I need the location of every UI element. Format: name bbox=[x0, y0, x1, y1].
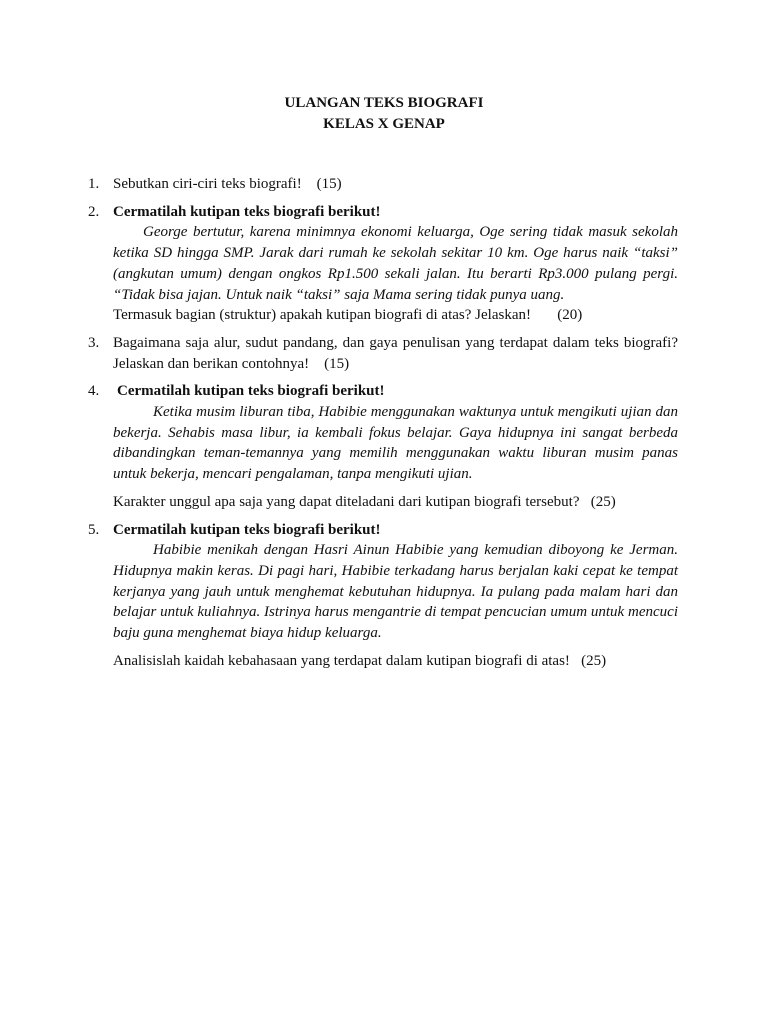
question-instruction: Cermatilah kutipan teks biografi berikut! bbox=[117, 383, 385, 400]
document-header bbox=[0, 93, 768, 134]
question-instruction: Cermatilah kutipan teks biografi berikut! bbox=[113, 203, 381, 220]
question-item bbox=[88, 333, 682, 374]
question-text: Bagaimana saja alur, sudut pandang, dan gaya penulisan yang terdapat dalam teks biografi? Jelaskan dan berikan contohnya! (15) bbox=[113, 334, 682, 372]
biography-excerpt: Habibie menikah dengan Hasri Ainun Habibie yang kemudian diboyong ke Jerman. Hidupnya makin keras. Di pagi hari, Habibie terkadang harus berjalan kaki cepat ke tempat kerjanya yang jauh untuk menghemat kebutuhan hidupnya. Ia pulang pada malam hari dan belajar untuk kuliahnya. Istrinya harus mengantrie di tempat pencucian umum untuk mencuci baju guna menghemat biaya hidup keluarga. bbox=[113, 542, 678, 642]
question-item bbox=[88, 174, 678, 195]
question-number: 3. bbox=[88, 334, 100, 351]
question-number: 2. bbox=[88, 203, 100, 220]
question-list bbox=[88, 174, 682, 678]
biography-excerpt: Ketika musim liburan tiba, Habibie menggunakan waktunya untuk mengikuti ujian dan bekerja. Sehabis masa libur, ia kembali fokus belajar. Gaya hidupnya ini sangat berbeda dibandingkan teman-temannya yang memilih menggunakan waktu liburan musim panas untuk bekerja, mencari pengalaman, tanpa mengikuti ujian. bbox=[113, 404, 678, 483]
question-item bbox=[88, 520, 678, 672]
page-title: ULANGAN TEKS BIOGRAFI bbox=[284, 95, 484, 111]
question-number: 5. bbox=[88, 521, 100, 538]
question-instruction: Cermatilah kutipan teks biografi berikut! bbox=[113, 521, 381, 538]
question-item bbox=[88, 381, 678, 512]
question-text: Termasuk bagian (struktur) apakah kutipan biografi di atas? Jelaskan! (20) bbox=[113, 307, 583, 324]
page-subtitle: KELAS X GENAP bbox=[323, 115, 445, 132]
question-number: 4. bbox=[88, 383, 100, 400]
biography-excerpt: George bertutur, karena minimnya ekonomi keluarga, Oge sering tidak masuk sekolah ketika SD hingga SMP. Jarak dari rumah ke sekolah sekitar 10 km. Oge harus naik “taksi” (angkutan umum) dengan ongkos Rp1.500 sekali jalan. Itu berarti Rp3.000 pulang pergi. “Tidak bisa jajan. Untuk naik “taksi” saja Mama sering tidak punya uang. bbox=[113, 224, 678, 303]
question-text: Karakter unggul apa saja yang dapat diteladani dari kutipan biografi tersebut? (25) bbox=[113, 493, 616, 510]
question-text: Sebutkan ciri-ciri teks biografi! (15) bbox=[113, 176, 342, 192]
question-number: 1. bbox=[88, 176, 100, 192]
question-item bbox=[88, 202, 678, 326]
question-text: Analisislah kaidah kebahasaan yang terdapat dalam kutipan biografi di atas! (25) bbox=[113, 652, 607, 669]
